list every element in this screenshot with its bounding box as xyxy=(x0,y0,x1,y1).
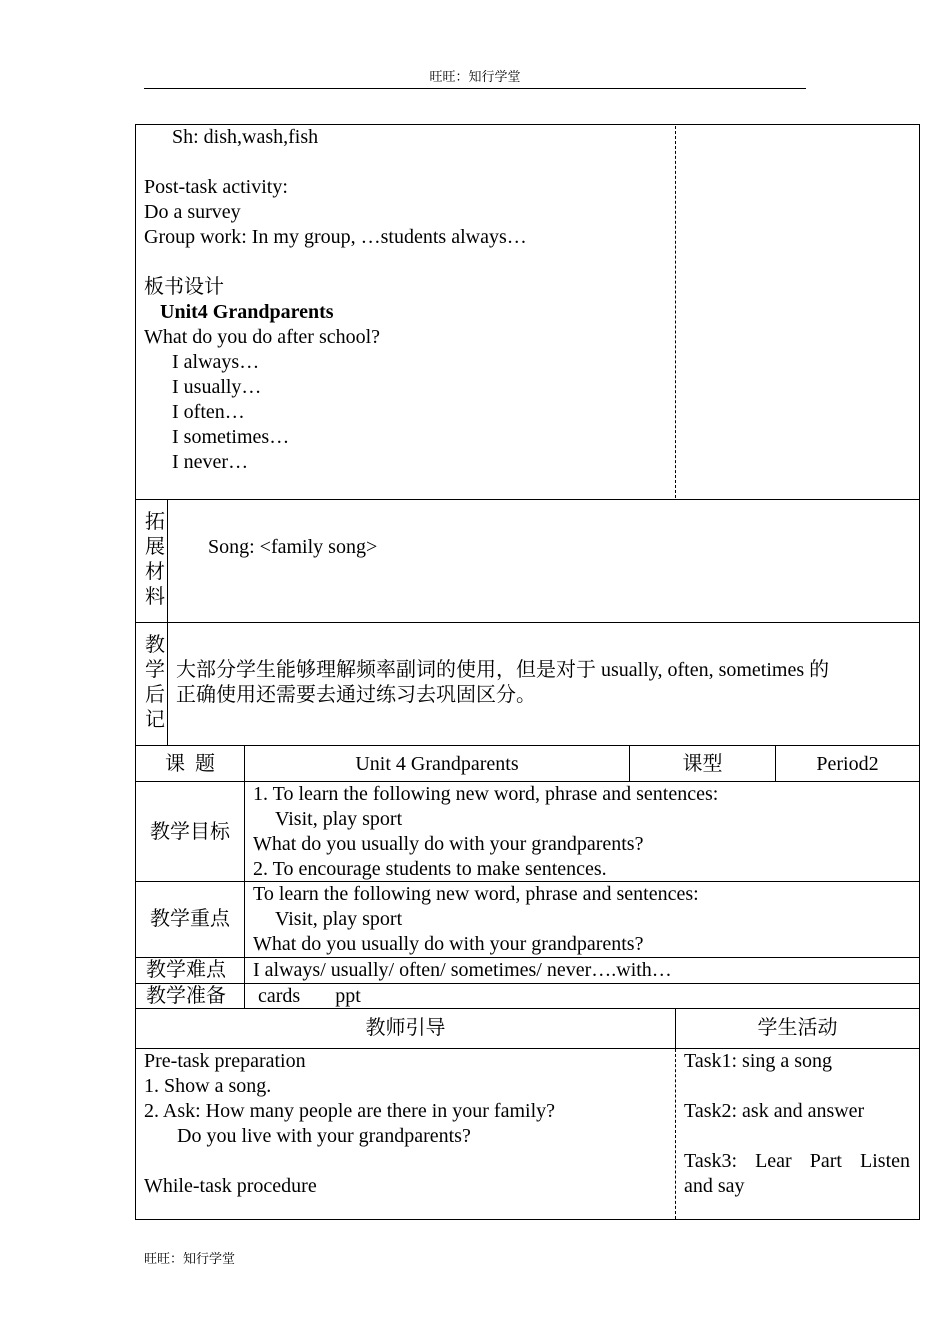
teacher-line-5: While-task procedure xyxy=(144,1175,317,1197)
teacher-line-4: Do you live with your grandparents? xyxy=(177,1125,471,1147)
topic-value: Unit 4 Grandparents xyxy=(355,753,519,775)
board-never: I never… xyxy=(172,451,249,473)
student-task-3: Task3: Lear Part Listen xyxy=(684,1150,910,1172)
key-point-line-1: To learn the following new word, phrase and sentences: xyxy=(253,883,699,905)
board-always: I always… xyxy=(172,351,260,373)
objective-line-1: 1. To learn the following new word, phrase and sentences: xyxy=(253,783,719,805)
key-point-line-2: Visit, play sport xyxy=(275,908,403,930)
teacher-line-1: Pre-task preparation xyxy=(144,1050,306,1072)
difficulty-value: I always/ usually/ often/ sometimes/ never….with… xyxy=(253,959,672,981)
teacher-header: 教师引导 xyxy=(365,1017,446,1039)
objective-line-3: What do you usually do with your grandparents? xyxy=(253,833,644,855)
col-divider-topic xyxy=(244,746,245,1009)
phonics-line: Sh: dish,wash,fish xyxy=(172,126,319,148)
key-points-label: 教学重点 xyxy=(150,908,230,930)
row-divider-5 xyxy=(135,1008,920,1009)
objective-line-2: Visit, play sport xyxy=(275,808,403,830)
post-task-heading: Post-task activity: xyxy=(144,176,288,198)
prep-value: cards ppt xyxy=(258,985,361,1007)
board-sometimes: I sometimes… xyxy=(172,426,290,448)
key-point-line-3: What do you usually do with your grandparents? xyxy=(253,933,644,955)
page-header: 旺旺：知行学堂 xyxy=(144,66,806,89)
objective-line-4: 2. To encourage students to make sentences. xyxy=(253,858,607,880)
prep-label: 教学准备 xyxy=(146,985,226,1007)
board-design-heading: 板书设计 xyxy=(144,276,224,298)
extension-section xyxy=(135,499,920,623)
difficulty-label: 教学难点 xyxy=(146,959,226,981)
topic-label: 课 题 xyxy=(165,753,215,775)
activities-divider xyxy=(675,1049,676,1219)
reflection-text-line1: 大部分学生能够理解频率副词的使用，但是对于 usually, often, sometimes 的 xyxy=(176,659,830,681)
reflection-text-line2: 正确使用还需要去通过练习去巩固区分。 xyxy=(176,684,536,706)
student-task-2: Task2: ask and answer xyxy=(684,1100,865,1122)
page-footer: 旺旺：知行学堂 xyxy=(144,1251,236,1266)
board-question: What do you do after school? xyxy=(144,326,381,348)
student-header: 学生活动 xyxy=(757,1017,838,1039)
extension-song: Song: <family song> xyxy=(208,536,378,558)
extension-label-divider xyxy=(167,500,168,622)
reflection-label-divider xyxy=(167,623,168,745)
objectives-label: 教学目标 xyxy=(150,821,230,843)
post-task-survey: Do a survey xyxy=(144,201,241,223)
teacher-line-2: 1. Show a song. xyxy=(144,1075,272,1097)
post-task-groupwork: Group work: In my group, …students always… xyxy=(144,226,527,248)
row-divider-4 xyxy=(135,983,920,984)
top-section-divider xyxy=(675,126,676,498)
student-task-1: Task1: sing a song xyxy=(684,1050,833,1072)
board-usually: I usually… xyxy=(172,376,262,398)
type-value: Period2 xyxy=(816,753,879,775)
teacher-line-3: 2. Ask: How many people are there in your family? xyxy=(144,1100,555,1122)
board-unit-title: Unit4 Grandparents xyxy=(160,301,334,323)
board-often: I often… xyxy=(172,401,245,423)
type-label: 课型 xyxy=(682,753,723,775)
student-task-3-cont: and say xyxy=(684,1175,745,1197)
